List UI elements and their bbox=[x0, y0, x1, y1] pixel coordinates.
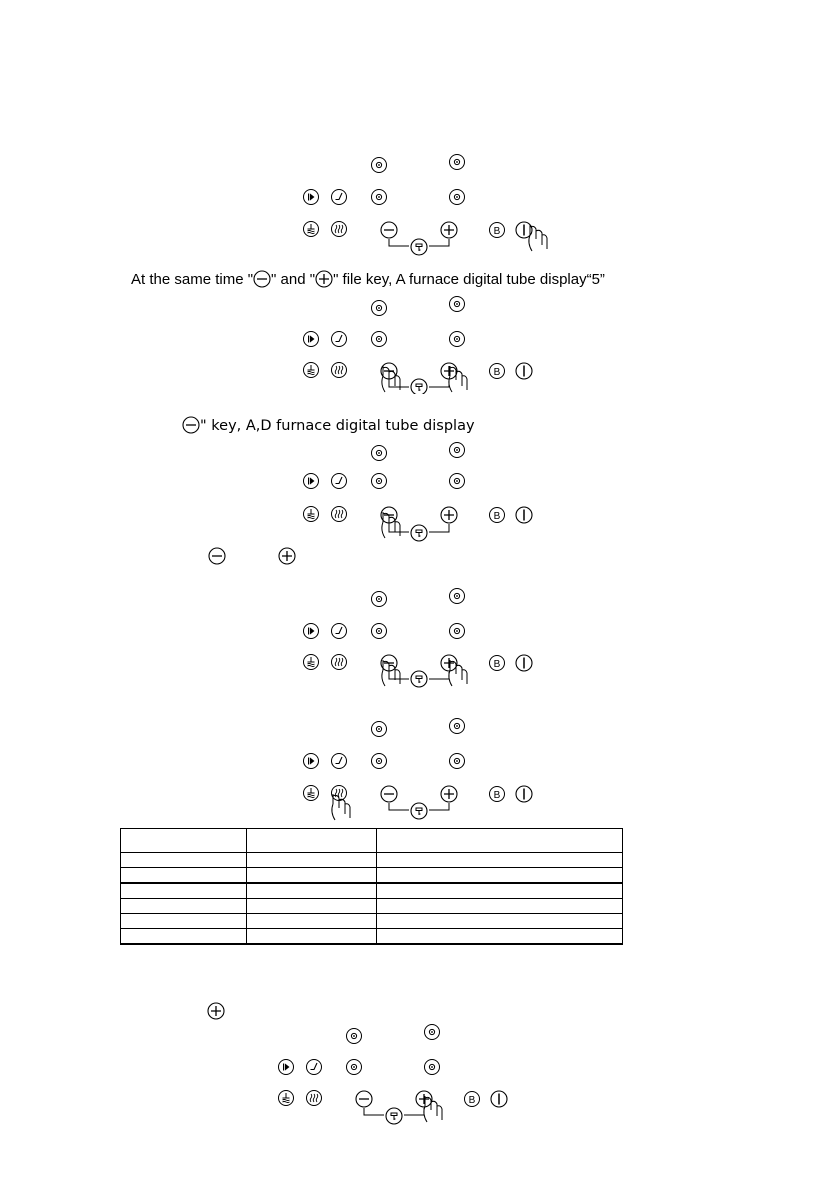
burner-icon bbox=[372, 446, 387, 461]
table-cell bbox=[247, 899, 377, 914]
table-cell bbox=[121, 899, 247, 914]
boost-key-icon bbox=[490, 787, 505, 802]
keep-warm-icon bbox=[332, 222, 347, 237]
flex-zone-icon bbox=[411, 671, 427, 687]
burner-icon bbox=[372, 332, 387, 347]
keep-warm-icon bbox=[332, 507, 347, 522]
play-pause-icon bbox=[304, 754, 319, 769]
minus-key-icon bbox=[381, 222, 397, 238]
burner-icon bbox=[450, 443, 465, 458]
table-header-cell bbox=[247, 829, 377, 853]
burner-icon bbox=[450, 332, 465, 347]
minus-key-icon bbox=[253, 270, 271, 288]
play-pause-icon bbox=[279, 1060, 294, 1075]
burner-icon bbox=[450, 589, 465, 604]
burner-icon bbox=[450, 155, 465, 170]
table-cell bbox=[121, 883, 247, 899]
boost-key-icon bbox=[490, 656, 505, 671]
table-cell bbox=[377, 929, 623, 945]
caption-mid: " and " bbox=[271, 271, 316, 288]
power-key-icon bbox=[516, 363, 532, 379]
plus-key-icon bbox=[416, 1091, 432, 1107]
child-lock-icon bbox=[304, 507, 319, 522]
boost-key-icon bbox=[490, 223, 505, 238]
table-cell bbox=[377, 868, 623, 884]
minus-key-icon bbox=[209, 548, 225, 564]
svg-text:B: B bbox=[493, 367, 501, 378]
table-cell bbox=[121, 853, 247, 868]
table-cell bbox=[247, 929, 377, 945]
svg-text:B: B bbox=[493, 226, 501, 237]
play-pause-icon bbox=[304, 190, 319, 205]
child-lock-icon bbox=[304, 655, 319, 670]
play-pause-icon bbox=[304, 332, 319, 347]
burner-icon bbox=[450, 190, 465, 205]
boost-key-icon bbox=[490, 508, 505, 523]
table-cell bbox=[377, 883, 623, 899]
timer-icon bbox=[307, 1060, 322, 1075]
finger-press-icon bbox=[449, 660, 467, 686]
table-cell bbox=[121, 868, 247, 884]
burner-icon bbox=[372, 301, 387, 316]
child-lock-icon bbox=[304, 363, 319, 378]
minus-key-icon bbox=[381, 786, 397, 802]
table-header-row bbox=[121, 829, 623, 853]
flex-zone-icon bbox=[411, 803, 427, 819]
table-cell bbox=[247, 868, 377, 884]
control-panel-1 bbox=[300, 152, 560, 262]
svg-text:B: B bbox=[493, 659, 501, 670]
plus-key-icon bbox=[441, 222, 457, 238]
flex-zone-icon bbox=[386, 1108, 402, 1124]
svg-text:B: B bbox=[493, 790, 501, 801]
timer-icon bbox=[332, 190, 347, 205]
child-lock-icon bbox=[304, 786, 319, 801]
burner-icon bbox=[347, 1029, 362, 1044]
burner-icon bbox=[372, 754, 387, 769]
svg-text:B: B bbox=[493, 511, 501, 522]
power-key-icon bbox=[491, 1091, 507, 1107]
plus-key-icon bbox=[441, 363, 457, 379]
minus-key-icon bbox=[182, 416, 200, 434]
child-lock-icon bbox=[279, 1091, 294, 1106]
boost-key-icon bbox=[490, 364, 505, 379]
burner-icon bbox=[425, 1025, 440, 1040]
settings-table bbox=[120, 828, 623, 945]
table-cell bbox=[247, 883, 377, 899]
control-panel-2 bbox=[300, 294, 560, 394]
burner-icon bbox=[372, 158, 387, 173]
child-lock-icon bbox=[304, 222, 319, 237]
table-header-cell bbox=[377, 829, 623, 853]
burner-icon bbox=[450, 719, 465, 734]
flex-zone-icon bbox=[411, 239, 427, 255]
control-panel-5 bbox=[300, 716, 560, 828]
timer-icon bbox=[332, 332, 347, 347]
burner-icon bbox=[372, 722, 387, 737]
table-cell bbox=[377, 899, 623, 914]
table-cell bbox=[121, 914, 247, 929]
control-panel-4 bbox=[300, 586, 560, 696]
flex-zone-icon bbox=[411, 379, 427, 394]
keep-warm-icon bbox=[307, 1091, 322, 1106]
plus-key-icon bbox=[315, 270, 333, 288]
burner-icon bbox=[425, 1060, 440, 1075]
burner-icon bbox=[450, 474, 465, 489]
burner-icon bbox=[372, 190, 387, 205]
svg-text:B: B bbox=[468, 1095, 476, 1106]
burner-icon bbox=[347, 1060, 362, 1075]
keep-warm-icon bbox=[332, 363, 347, 378]
instruction-step-1 bbox=[131, 270, 605, 288]
burner-icon bbox=[372, 592, 387, 607]
burner-icon bbox=[372, 474, 387, 489]
key-pair-reference bbox=[208, 546, 308, 566]
table-cell bbox=[247, 914, 377, 929]
play-pause-icon bbox=[304, 624, 319, 639]
burner-icon bbox=[450, 624, 465, 639]
instruction-step-2 bbox=[182, 416, 475, 434]
plus-key-icon bbox=[441, 786, 457, 802]
power-key-icon bbox=[516, 786, 532, 802]
finger-press-icon bbox=[332, 794, 350, 820]
table-row bbox=[121, 883, 623, 899]
table-row bbox=[121, 853, 623, 868]
caption-post: " file key, A furnace digital tube display“5” bbox=[333, 271, 605, 288]
burner-icon bbox=[372, 624, 387, 639]
play-pause-icon bbox=[304, 474, 319, 489]
table-cell bbox=[377, 853, 623, 868]
keep-warm-icon bbox=[332, 655, 347, 670]
table-row bbox=[121, 868, 623, 884]
timer-icon bbox=[332, 474, 347, 489]
plus-key-reference bbox=[206, 1001, 226, 1021]
table-cell bbox=[121, 929, 247, 945]
minus-key-icon bbox=[356, 1091, 372, 1107]
plus-key-icon bbox=[279, 548, 295, 564]
table-cell bbox=[377, 914, 623, 929]
plus-key-icon bbox=[208, 1003, 224, 1019]
power-key-icon bbox=[516, 507, 532, 523]
control-panel-3 bbox=[300, 440, 560, 550]
plus-key-icon bbox=[441, 507, 457, 523]
flex-zone-icon bbox=[411, 525, 427, 541]
power-key-icon bbox=[516, 655, 532, 671]
caption-pre: At the same time " bbox=[131, 271, 254, 288]
table-header-cell bbox=[121, 829, 247, 853]
table-row bbox=[121, 929, 623, 945]
finger-press-icon bbox=[424, 1096, 442, 1122]
table-row bbox=[121, 899, 623, 914]
burner-icon bbox=[450, 297, 465, 312]
caption-post: " key, A,D furnace digital tube display bbox=[200, 418, 475, 434]
boost-key-icon bbox=[465, 1092, 480, 1107]
burner-icon bbox=[450, 754, 465, 769]
table-cell bbox=[247, 853, 377, 868]
control-panel-6 bbox=[275, 1022, 535, 1137]
timer-icon bbox=[332, 624, 347, 639]
table-row bbox=[121, 914, 623, 929]
timer-icon bbox=[332, 754, 347, 769]
plus-key-icon bbox=[441, 655, 457, 671]
